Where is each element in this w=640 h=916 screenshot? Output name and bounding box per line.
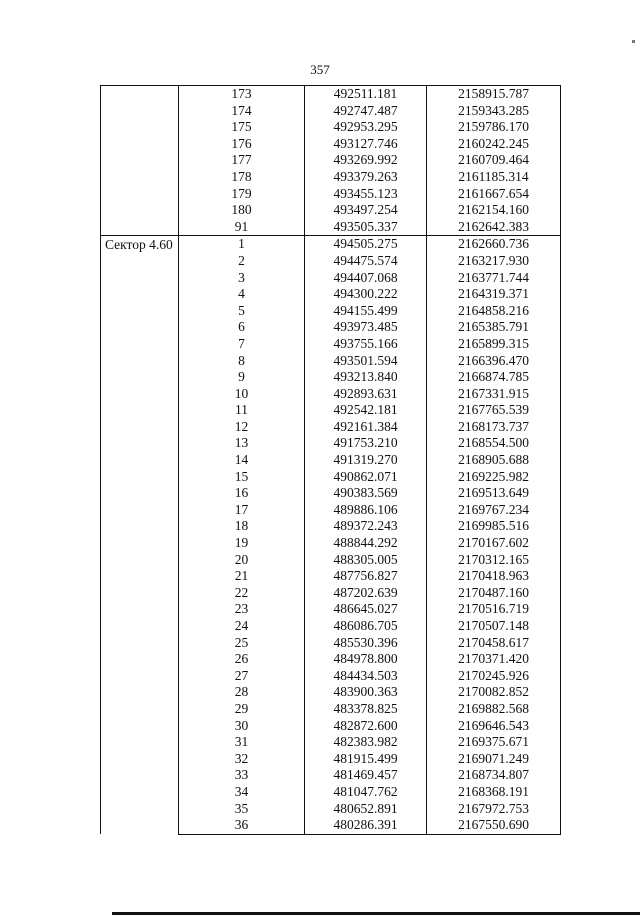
y-coordinate-cell: 2169375.671 bbox=[427, 734, 561, 751]
x-coordinate-cell: 493497.254 bbox=[305, 202, 427, 219]
scan-edge-line bbox=[112, 912, 640, 915]
y-coordinate-cell: 2161185.314 bbox=[427, 169, 561, 186]
y-coordinate-cell: 2161667.654 bbox=[427, 186, 561, 203]
x-coordinate-cell: 491753.210 bbox=[305, 435, 427, 452]
x-coordinate-cell: 493455.123 bbox=[305, 186, 427, 203]
point-number-cell: 21 bbox=[179, 568, 305, 585]
point-number-cell: 12 bbox=[179, 419, 305, 436]
x-coordinate-cell: 488844.292 bbox=[305, 535, 427, 552]
point-number-cell: 91 bbox=[179, 219, 305, 236]
y-coordinate-cell: 2170312.165 bbox=[427, 552, 561, 569]
y-coordinate-cell: 2165899.315 bbox=[427, 336, 561, 353]
point-number-cell: 174 bbox=[179, 103, 305, 120]
x-coordinate-cell: 493213.840 bbox=[305, 369, 427, 386]
point-number-cell: 11 bbox=[179, 402, 305, 419]
point-number-cell: 27 bbox=[179, 668, 305, 685]
y-coordinate-cell: 2164319.371 bbox=[427, 286, 561, 303]
y-coordinate-cell: 2158915.787 bbox=[427, 86, 561, 103]
point-number-cell: 176 bbox=[179, 136, 305, 153]
y-coordinate-cell: 2169225.982 bbox=[427, 469, 561, 486]
y-coordinate-cell: 2170371.420 bbox=[427, 651, 561, 668]
point-number-cell: 173 bbox=[179, 86, 305, 103]
sector-label: Сектор 4.60 bbox=[101, 236, 179, 834]
y-coordinate-cell: 2169767.234 bbox=[427, 502, 561, 519]
y-coordinate-cell: 2167331.915 bbox=[427, 386, 561, 403]
x-coordinate-cell: 493127.746 bbox=[305, 136, 427, 153]
y-coordinate-cell: 2167550.690 bbox=[427, 817, 561, 834]
point-number-cell: 180 bbox=[179, 202, 305, 219]
point-number-cell: 22 bbox=[179, 585, 305, 602]
y-coordinate-cell: 2159343.285 bbox=[427, 103, 561, 120]
y-coordinate-cell: 2162642.383 bbox=[427, 219, 561, 236]
x-coordinate-cell: 484978.800 bbox=[305, 651, 427, 668]
y-coordinate-cell: 2163217.930 bbox=[427, 253, 561, 270]
page-number: 357 bbox=[310, 62, 330, 77]
y-coordinate-cell: 2168554.500 bbox=[427, 435, 561, 452]
y-coordinate-cell: 2169882.568 bbox=[427, 701, 561, 718]
point-number-cell: 10 bbox=[179, 386, 305, 403]
point-number-cell: 23 bbox=[179, 601, 305, 618]
point-number-cell: 31 bbox=[179, 734, 305, 751]
x-coordinate-cell: 488305.005 bbox=[305, 552, 427, 569]
point-number-cell: 28 bbox=[179, 684, 305, 701]
x-coordinate-cell: 492161.384 bbox=[305, 419, 427, 436]
x-coordinate-cell: 490383.569 bbox=[305, 485, 427, 502]
point-number-cell: 26 bbox=[179, 651, 305, 668]
point-number-cell: 36 bbox=[179, 817, 305, 834]
point-number-cell: 15 bbox=[179, 469, 305, 486]
table-row bbox=[101, 86, 561, 103]
x-coordinate-cell: 494475.574 bbox=[305, 253, 427, 270]
y-coordinate-cell: 2170167.602 bbox=[427, 535, 561, 552]
x-coordinate-cell: 493755.166 bbox=[305, 336, 427, 353]
point-number-cell: 3 bbox=[179, 270, 305, 287]
x-coordinate-cell: 490862.071 bbox=[305, 469, 427, 486]
x-coordinate-cell: 481047.762 bbox=[305, 784, 427, 801]
y-coordinate-cell: 2162154.160 bbox=[427, 202, 561, 219]
point-number-cell: 4 bbox=[179, 286, 305, 303]
x-coordinate-cell: 481469.457 bbox=[305, 767, 427, 784]
point-number-cell: 16 bbox=[179, 485, 305, 502]
y-coordinate-cell: 2170507.148 bbox=[427, 618, 561, 635]
x-coordinate-cell: 487756.827 bbox=[305, 568, 427, 585]
point-number-cell: 13 bbox=[179, 435, 305, 452]
point-number-cell: 34 bbox=[179, 784, 305, 801]
y-coordinate-cell: 2169513.649 bbox=[427, 485, 561, 502]
x-coordinate-cell: 494407.068 bbox=[305, 270, 427, 287]
x-coordinate-cell: 482872.600 bbox=[305, 718, 427, 735]
x-coordinate-cell: 486086.705 bbox=[305, 618, 427, 635]
point-number-cell: 9 bbox=[179, 369, 305, 386]
y-coordinate-cell: 2169071.249 bbox=[427, 751, 561, 768]
point-number-cell: 30 bbox=[179, 718, 305, 735]
x-coordinate-cell: 494505.275 bbox=[305, 236, 427, 253]
x-coordinate-cell: 492953.295 bbox=[305, 119, 427, 136]
x-coordinate-cell: 483378.825 bbox=[305, 701, 427, 718]
y-coordinate-cell: 2169985.516 bbox=[427, 518, 561, 535]
coordinates-table bbox=[100, 85, 561, 835]
x-coordinate-cell: 493505.337 bbox=[305, 219, 427, 236]
y-coordinate-cell: 2167972.753 bbox=[427, 801, 561, 818]
point-number-cell: 33 bbox=[179, 767, 305, 784]
x-coordinate-cell: 492511.181 bbox=[305, 86, 427, 103]
x-coordinate-cell: 482383.982 bbox=[305, 734, 427, 751]
point-number-cell: 17 bbox=[179, 502, 305, 519]
x-coordinate-cell: 484434.503 bbox=[305, 668, 427, 685]
y-coordinate-cell: 2167765.539 bbox=[427, 402, 561, 419]
y-coordinate-cell: 2162660.736 bbox=[427, 236, 561, 253]
y-coordinate-cell: 2164858.216 bbox=[427, 303, 561, 320]
y-coordinate-cell: 2170245.926 bbox=[427, 668, 561, 685]
scan-speck bbox=[632, 40, 635, 43]
point-number-cell: 24 bbox=[179, 618, 305, 635]
point-number-cell: 7 bbox=[179, 336, 305, 353]
y-coordinate-cell: 2160242.245 bbox=[427, 136, 561, 153]
x-coordinate-cell: 489372.243 bbox=[305, 518, 427, 535]
x-coordinate-cell: 493501.594 bbox=[305, 353, 427, 370]
point-number-cell: 5 bbox=[179, 303, 305, 320]
x-coordinate-cell: 480652.891 bbox=[305, 801, 427, 818]
point-number-cell: 14 bbox=[179, 452, 305, 469]
x-coordinate-cell: 492747.487 bbox=[305, 103, 427, 120]
x-coordinate-cell: 489886.106 bbox=[305, 502, 427, 519]
point-number-cell: 178 bbox=[179, 169, 305, 186]
x-coordinate-cell: 491319.270 bbox=[305, 452, 427, 469]
y-coordinate-cell: 2170458.617 bbox=[427, 635, 561, 652]
x-coordinate-cell: 492542.181 bbox=[305, 402, 427, 419]
x-coordinate-cell: 493973.485 bbox=[305, 319, 427, 336]
point-number-cell: 25 bbox=[179, 635, 305, 652]
point-number-cell: 19 bbox=[179, 535, 305, 552]
point-number-cell: 6 bbox=[179, 319, 305, 336]
x-coordinate-cell: 487202.639 bbox=[305, 585, 427, 602]
y-coordinate-cell: 2166396.470 bbox=[427, 353, 561, 370]
x-coordinate-cell: 485530.396 bbox=[305, 635, 427, 652]
table-row bbox=[101, 236, 561, 253]
x-coordinate-cell: 492893.631 bbox=[305, 386, 427, 403]
y-coordinate-cell: 2168368.191 bbox=[427, 784, 561, 801]
point-number-cell: 1 bbox=[179, 236, 305, 253]
y-coordinate-cell: 2166874.785 bbox=[427, 369, 561, 386]
y-coordinate-cell: 2165385.791 bbox=[427, 319, 561, 336]
y-coordinate-cell: 2169646.543 bbox=[427, 718, 561, 735]
sector-label bbox=[101, 86, 179, 236]
point-number-cell: 35 bbox=[179, 801, 305, 818]
y-coordinate-cell: 2159786.170 bbox=[427, 119, 561, 136]
y-coordinate-cell: 2163771.744 bbox=[427, 270, 561, 287]
y-coordinate-cell: 2168173.737 bbox=[427, 419, 561, 436]
point-number-cell: 175 bbox=[179, 119, 305, 136]
point-number-cell: 2 bbox=[179, 253, 305, 270]
y-coordinate-cell: 2160709.464 bbox=[427, 152, 561, 169]
x-coordinate-cell: 481915.499 bbox=[305, 751, 427, 768]
y-coordinate-cell: 2170082.852 bbox=[427, 684, 561, 701]
x-coordinate-cell: 494300.222 bbox=[305, 286, 427, 303]
point-number-cell: 179 bbox=[179, 186, 305, 203]
y-coordinate-cell: 2170516.719 bbox=[427, 601, 561, 618]
point-number-cell: 32 bbox=[179, 751, 305, 768]
y-coordinate-cell: 2168905.688 bbox=[427, 452, 561, 469]
x-coordinate-cell: 493269.992 bbox=[305, 152, 427, 169]
x-coordinate-cell: 494155.499 bbox=[305, 303, 427, 320]
x-coordinate-cell: 493379.263 bbox=[305, 169, 427, 186]
x-coordinate-cell: 480286.391 bbox=[305, 817, 427, 834]
point-number-cell: 20 bbox=[179, 552, 305, 569]
x-coordinate-cell: 486645.027 bbox=[305, 601, 427, 618]
y-coordinate-cell: 2170418.963 bbox=[427, 568, 561, 585]
point-number-cell: 18 bbox=[179, 518, 305, 535]
point-number-cell: 8 bbox=[179, 353, 305, 370]
y-coordinate-cell: 2168734.807 bbox=[427, 767, 561, 784]
point-number-cell: 177 bbox=[179, 152, 305, 169]
point-number-cell: 29 bbox=[179, 701, 305, 718]
y-coordinate-cell: 2170487.160 bbox=[427, 585, 561, 602]
x-coordinate-cell: 483900.363 bbox=[305, 684, 427, 701]
